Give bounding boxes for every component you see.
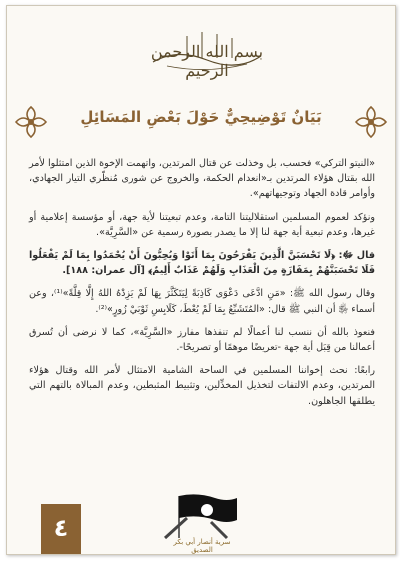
quran-quote-paragraph: قال ﷻ: ﴿لَا تَحْسَبَنَّ الَّذِينَ يَفْرَحُونَ بِمَا أَتَوْا وَيُحِبُّونَ أَنْ يُحْمَدُوا بِمَا لَمْ يَفْعَلُوا فَلَا تَحْسَبَنَّهُمْ بِمَفَازَةٍ مِنَ الْعَذَابِ وَلَهُمْ عَذَابٌ أَلِيمٌ﴾ [آل عمران: ١٨٨]. xyxy=(29,250,375,277)
basmala-text: بسم الله الرحمن الرحيم xyxy=(150,42,264,80)
body-text xyxy=(29,156,375,417)
document-page xyxy=(6,5,396,555)
ornament-right-icon xyxy=(353,104,389,140)
page-number: ٤ xyxy=(41,504,81,554)
hadith-paragraph: وقال رسول الله ﷺ: «مَنِ ادَّعَى دَعْوَى كَاذِبَةً لِيَتَكَثَّرَ بِهَا لَمْ يَزِدْهُ اللهُ إِلَّا قِلَّةً»⁽¹⁾، وعن أسماء ﵂ أن النبي ﷺ قال: «المُتَشَبِّعُ بِمَا لَمْ يُعْطَ، كَلَابِسِ ثَوْبَيْ زُورٍ»⁽²⁾. xyxy=(29,288,375,315)
paragraph: فنعوذ بالله أن ننسب لنا أعمالًا لم تنفذها مفارز «السَّرِيَّة»، كما لا نرضى أن تُسرق أعمالنا من قِبَل أية جهة -تعريضًا موهمًا أو تصريحًا-. xyxy=(29,326,375,354)
paragraph: رابعًا: نحث إخواننا المسلمين في الساحة الشامية الامتثال لأمر الله وقتال هؤلاء المرتدين، وعدم الالتفات لتخذيل المخذِّلين، وتثبيط المثبطين، وعدم المبالاة بالتهم التي يطلقها الجاهلون. xyxy=(29,365,375,407)
basmala-calligraphy xyxy=(147,28,267,80)
paragraph: «النيتو التركي» فحسب، بل وخذلت عن قتال المرتدين، واتهمت الإخوة الذين امتثلوا لأمر الله بقتال هؤلاء المرتدين بـ«انعدام الحكمة، والخروج عن شورى مُنظّري التيار الجهادي، وأوامر قادة الجهاد وتوجيهاتهم». xyxy=(29,158,375,200)
page-title: بَيَانٌ تَوْضِيحِيٌّ حَوْلَ بَعْضِ المَسَائِلِ xyxy=(80,108,322,126)
flag-caption: سرية أنصار أبي بكر الصديق xyxy=(173,538,231,554)
ornament-left-icon xyxy=(13,104,49,140)
flag-logo xyxy=(157,490,247,552)
paragraph: ونؤكد لعموم المسلمين استقلاليتنا التامة، وعدم تبعيتنا لأية جهة، أو مؤسسة إعلامية أو غيرها، وعدم تبعية أية جهة لنا إلا ما يصدر بصورة رسمية عن «السَّرِيَّة». xyxy=(29,211,375,238)
black-flag-icon xyxy=(157,490,247,540)
